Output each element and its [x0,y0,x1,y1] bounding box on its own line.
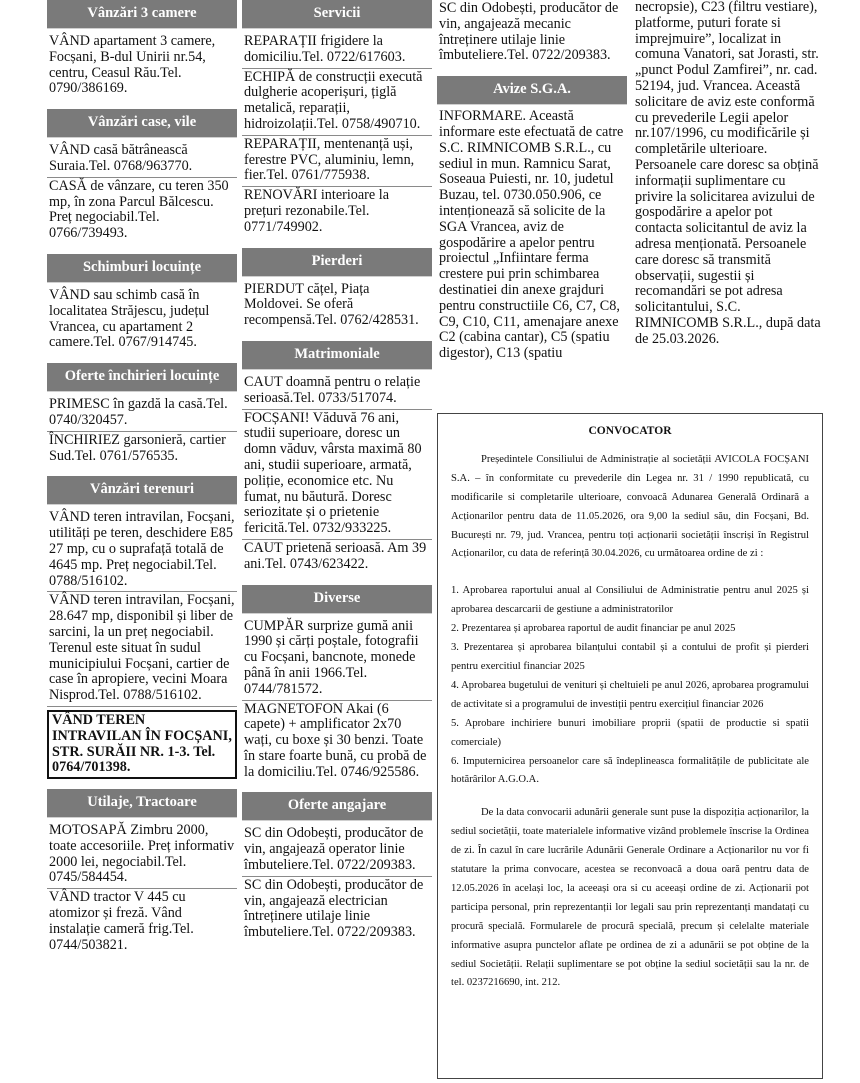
section-utilaje-tractoare [47,789,237,955]
section-header: Vânzări case, vile [47,109,237,138]
classified-ad: CASĂ de vânzare, cu teren 350 mp, în zona Parcul Bălcescu. Preț negociabil.Tel. 0766/739493. [49,177,229,242]
classified-ad: CUMPĂR surprize gumă anii 1990 și cărți poștale, fotografii cu Focșani, bancnote, monede până în anii 1966.Tel. 0744/781572. [242,618,432,701]
section-pierderi [242,248,432,331]
classified-ad: MAGNETOFON Akai (6 capete) + amplificator 2x70 wați, cu boxe și 30 benzi. Toate în stare foarte bună, cu probă de la domiciliu.Tel. 0746/925586. [244,700,427,780]
classified-ad: VÂND teren intravilan, Focșani, 28.647 mp, disponibil și liber de sarcini, la un preț negociabil. Terenul este situat în sudul municipiului Focșani, cartier de case în apropiere, vecini Moara Nisprod.Tel. 0788/516102. [47,592,237,707]
section-schimburi-locuinte [47,254,237,353]
section-diverse [242,585,432,783]
classified-ad: MOTOSAPĂ Zimbru 2000, toate accesoriile. Preț informativ 2000 lei, negociabil.Tel. 0745/584454. [47,822,237,889]
agenda-item: 6. Imputernicirea persoanelor care să îndeplineasca formalitățile de publicitate ale hotărârilor A.G.O.A. [451,755,809,786]
classified-ad: FOCȘANI! Văduvă 76 ani, studii superioare, doresc un domn văduv, vârsta maximă 80 ani, studii superioare, armată, poliție, economice etc. Nu fumat, nu băutură. Doresc seriozitate și o prietenie fericită.Tel. 0732/933225. [242,410,432,540]
section-header: Vânzări 3 camere [47,0,237,29]
section-header: Servicii [242,0,432,29]
section-header: Utilaje, Tractoare [47,789,237,818]
classified-ad: VÂND teren intravilan, Focșani, utilități pe teren, deschidere E85 27 mp, cu o suprafață totală de 4645 mp. Preț negociabil.Tel. 0788/516102. [47,509,237,592]
column-2 [242,0,432,953]
classified-ad: SC din Odobești, producător de vin, angajează mecanic întreținere utilaje linie îmbuteliere.Tel. 0722/209383. [439,0,619,64]
classified-ad: CAUT doamnă pentru o relație serioasă.Tel. 0733/517074. [242,374,432,410]
agenda-item: 4. Aprobarea bugetului de venituri și cheltuieli pe anul 2026, aprobarea programului de activitate si a programului de investiții pentru exercițiul financiar 2026 [451,679,809,710]
classified-ad: VÂND tractor V 445 cu atomizor și freză. Vând instalație cameră frig.Tel. 0744/503821. [49,889,194,953]
classified-ad: REPARAȚII frigidere la domiciliu.Tel. 0722/617603. [242,33,432,69]
classified-ad: VÂND casă bătrânească Suraia.Tel. 0768/963770. [47,142,237,178]
classified-ad: PIERDUT cățel, Piața Moldovei. Se oferă recompensă.Tel. 0762/428531. [244,280,419,329]
agenda-item: 1. Aprobarea raportului anual al Consiliului de Administratie pentru anul 2025 și aprobarea descarcarii de gestiune a administratorilor [451,585,809,616]
section-header: Oferte angajare [242,792,432,821]
sga-notice-continued-text: necropsie), C23 (filtru vestiare), platforme, puturi forate si imprejmuire”, localizat in comuna Vanatori, sat Jorasti, str. „punct Podul Zamfirei”, nr. cad. 52194, jud. Vrancea. Această solicitare de aviz este conformă cu prevederile Legii apelor nr.107/1996, cu modificările și completările ulterioare. Persoanele care doresc sa obțină informații suplimentare cu privire la solicitarea avizului de gospodărire a apelor pot contacta solicitantul de aviz la adresa menționată. Persoanele care doresc să transmită observații, sugestii și recomandări se pot adresa solicitantului, S.C. RIMNICOMB S.R.L., după data de 25.03.2026. [635,0,821,347]
classified-ad: ÎNCHIRIEZ garsonieră, cartier Sud.Tel. 0761/576535. [49,431,226,464]
agenda-list [451,582,809,790]
classified-ad: REPARAȚII, mentenanță uși, ferestre PVC, aluminiu, lemn, fier.Tel. 0761/775938. [242,136,432,187]
section-header: Oferte închirieri locuințe [47,363,237,392]
section-vanzari-3-camere [47,0,237,99]
column-1 [47,0,237,965]
classified-ad: VÂND sau schimb casă în localitatea Străjescu, județul Vrancea, cu apartament 2 camere.Tel. 0767/914745. [49,286,210,351]
classified-ad: PRIMESC în gazdă la casă.Tel. 0740/320457. [47,396,237,432]
classified-ad: ECHIPĂ de construcții execută dulgherie acoperișuri, țiglă metalică, reparații, hidroizolații.Tel. 0758/490710. [242,69,432,136]
classified-ad: CAUT prietenă serioasă. Am 39 ani.Tel. 0743/623422. [244,539,427,572]
section-vanzari-terenuri [47,476,237,779]
section-header: Diverse [242,585,432,614]
sga-notice-text: INFORMARE. Această informare este efectuată de catre S.C. RIMNICOMB S.R.L., cu sediul in mun. Ramnicu Sarat, Soseaua Puiesti, nr. 10, judetul Buzau, tel. 0730.050.906, ce intenționează să solicite de la SGA Vrancea, aviz de gospodărire a apelor pentru proiectul „Infiintare ferma crestere pui prin schimbarea destinatiei din anexe grajduri pentru constructiile C6, C7, C8, C9, C10, C11, amenajare anexe C2 (cabina cantar), C5 (spatiu digestor), C13 (spatiu [439,108,624,362]
convocator-title: CONVOCATOR [588,425,672,437]
column-3 [437,0,627,372]
section-avize-sga [437,76,627,362]
convocator-intro: Președintele Consiliului de Administrație al societății AVICOLA FOCȘANI S.A. – în conformitate cu prevederile din Legea nr. 31 / 1990 republicată, cu modificarile si completarile ulterioare, convoacă Adunarea Generală Ordinară a Acționarilor pentru data de 11.05.2026, ora 9,00 la sediul său, din Focșani, Bd. București nr. 79, jud. Vrancea, pentru toți acționarii societății înscriși în Registrul Acționarilor, cu data de referință 30.04.2026, cu următoarea ordine de zi : [451,453,809,560]
section-matrimoniale [242,341,432,575]
section-oferte-angajare [242,792,432,943]
boxed-classified-ad: VÂND TEREN INTRAVILAN ÎN FOCȘANI, STR. SURĂII NR. 1-3. Tel. 0764/701398. [47,710,237,779]
section-header: Schimburi locuințe [47,254,237,283]
agenda-item: 2. Prezentarea și aprobarea raportul de audit financiar pe anul 2025 [451,623,736,635]
classified-ad: RENOVĂRI interioare la prețuri rezonabile.Tel. 0771/749902. [244,187,389,235]
convocator-notice [437,413,823,1079]
section-oferte-inchirieri [47,363,237,466]
column-4 [633,0,823,348]
agenda-item: 3. Prezentarea și aprobarea bilanțului contabil și a contului de profit și pierderi pentru exercitiul financiar 2025 [451,642,809,672]
classified-ad: SC din Odobești, producător de vin, angajează operator linie îmbuteliere.Tel. 0722/209383. [242,825,432,876]
section-header: Avize S.G.A. [437,76,627,105]
section-header: Pierderi [242,248,432,277]
section-vanzari-case-vile [47,109,237,244]
classified-ad: VÂND apartament 3 camere, Focșani, B-dul Unirii nr.54, centru, Ceasul Rău.Tel. 0790/386169. [49,33,216,97]
section-servicii [242,0,432,238]
convocator-final-paragraph: De la data convocarii adunării generale sunt puse la dispoziția acționarilor, la sediul societății, toate materialele informative vizând problemele înscrise la Ordinea de zi. În cazul în care lucrările Adunării Generale Ordinare a Acționarilor nu vor fi statutare la prima convocare, acestea se reconvoacă a doua oară pentru data de 12.05.2026 în același loc, la aceeași ora si cu aceeași ordine de zi. Acționarii pot participa personal, prin reprezentanții lor legali sau prin reprezentanți mandatați cu procură specială. Formularele de procură specială, precum și celelalte materiale informative asupra punctelor aflate pe ordinea de zi a adunării se pot obține de la sediul Societății. Relații suplimentare se pot obține la sediul societății sau la nr. de tel. 0237216690, int. 212. [451,807,809,989]
agenda-item: 5. Aprobare inchiriere bunuri imobiliare proprii (spatii de productie si spatii comerciale) [451,717,809,748]
section-header: Matrimoniale [242,341,432,370]
section-oferte-angajare-continued [437,0,627,66]
classified-ad: SC din Odobești, producător de vin, angajează electrician întreținere utilaje linie îmbuteliere.Tel. 0722/209383. [244,876,424,941]
section-header: Vânzări terenuri [47,476,237,505]
